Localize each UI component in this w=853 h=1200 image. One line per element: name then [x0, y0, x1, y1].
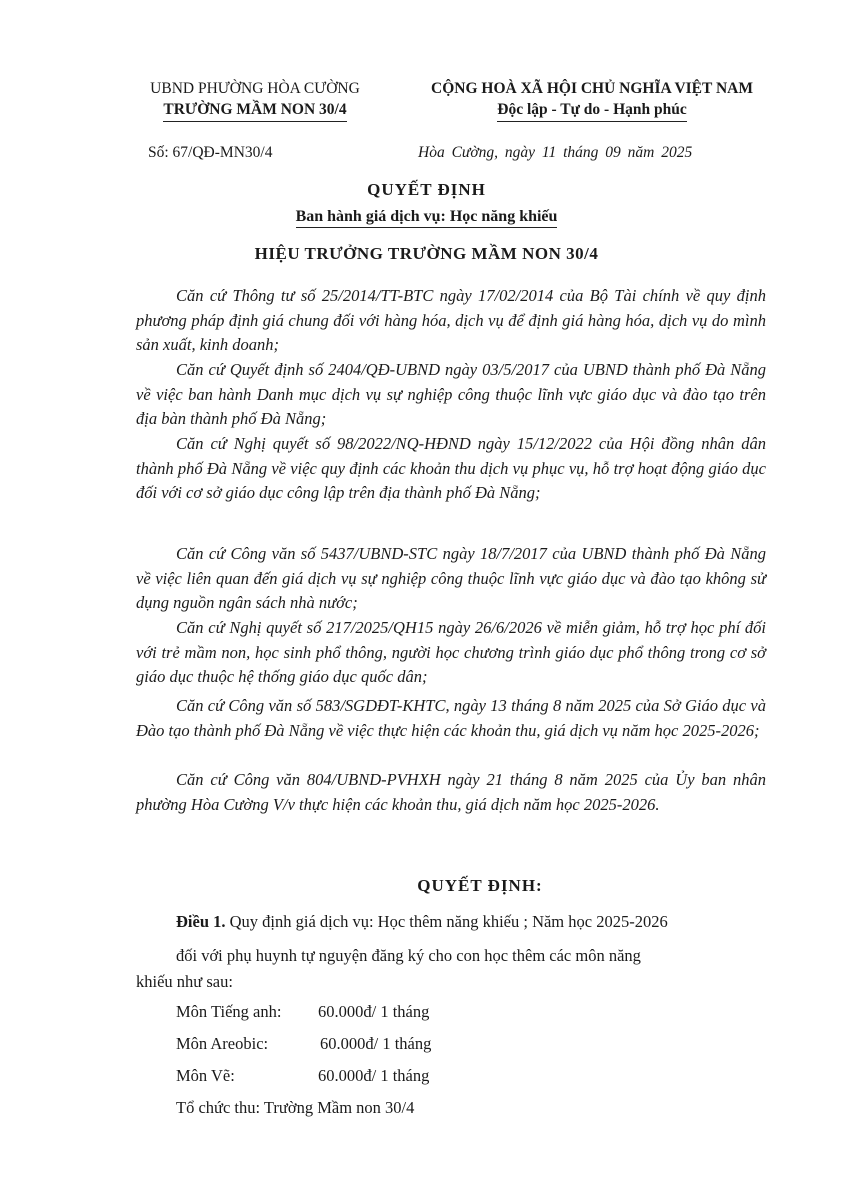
agency-name: TRƯỜNG MẦM NON 30/4 [163, 99, 346, 122]
fee-row [176, 1034, 431, 1054]
document-title: QUYẾT ĐỊNH [367, 180, 486, 199]
fee-row [176, 1002, 429, 1022]
fee-price: 60.000đ/ 1 tháng [318, 1002, 430, 1021]
issuing-agency [120, 78, 390, 122]
collection-organizer: Tổ chức thu: Trường Mầm non 30/4 [176, 1098, 415, 1117]
article-1-continuation: khiếu như sau: [136, 972, 233, 991]
basis-paragraph: Căn cứ Thông tư số 25/2014/TT-BTC ngày 17/02/2014 của Bộ Tài chính về quy định phương pháp định giá chung đối với hàng hóa, dịch vụ để định giá hàng hóa, dịch vụ do mình sản xuất, kinh doanh; [136, 286, 766, 354]
national-motto [392, 78, 792, 122]
subtitle-text: Ban hành giá dịch vụ: Học năng khiếu [296, 208, 558, 228]
agency-parent: UBND PHƯỜNG HÒA CƯỜNG [150, 80, 360, 97]
document-subtitle [0, 208, 853, 228]
issuing-authority: HIỆU TRƯỞNG TRƯỜNG MẦM NON 30/4 [254, 244, 599, 263]
fee-price: 60.000đ/ 1 tháng [318, 1066, 430, 1085]
basis-paragraph: Căn cứ Công văn số 583/SGDĐT-KHTC, ngày 13 tháng 8 năm 2025 của Sở Giáo dục và Đào tạo thành phố Đà Nẵng về việc thực hiện các khoản thu, giá dịch vụ năm học 2025-2026; [136, 696, 766, 740]
article-1 [176, 912, 668, 932]
basis-paragraph: Căn cứ Công văn số 5437/UBND-STC ngày 18/7/2017 của UBND thành phố Đà Nẵng về việc liên quan đến giá dịch vụ sự nghiệp công thuộc lĩnh vực giáo dục và đào tạo không sử dụng nguồn ngân sách nhà nước; [136, 544, 766, 612]
fee-subject: Môn Vẽ: [176, 1066, 235, 1085]
basis-paragraph: Căn cứ Nghị quyết số 98/2022/NQ-HĐND ngày 15/12/2022 của Hội đồng nhân dân thành phố Đà Nẵng về việc quy định các khoản thu dịch vụ phục vụ, hỗ trợ hoạt động giáo dục đối với cơ sở giáo dục công lập trên địa thành phố Đà Nẵng; [136, 434, 766, 502]
article-1-label: Điều 1. [176, 912, 226, 931]
article-1-continuation: đối với phụ huynh tự nguyện đăng ký cho con học thêm các môn năng [176, 946, 641, 965]
basis-paragraph: Căn cứ Quyết định số 2404/QĐ-UBND ngày 03/5/2017 của UBND thành phố Đà Nẵng về việc ban hành Danh mục dịch vụ sự nghiệp công thuộc lĩnh vực giáo dục và đào tạo trên địa bàn thành phố Đà Nẵng; [136, 360, 766, 428]
basis-paragraph: Căn cứ Nghị quyết số 217/2025/QH15 ngày 26/6/2026 về miễn giảm, hỗ trợ học phí đối với trẻ mầm non, học sinh phổ thông, người học chương trình giáo dục phổ thông trong cơ sở giáo dục thuộc hệ thống giáo dục quốc dân; [136, 618, 766, 686]
document-date: Hòa Cường, ngày 11 tháng 09 năm 2025 [418, 144, 693, 161]
fee-row [176, 1066, 429, 1086]
document-number: Số: 67/QĐ-MN30/4 [148, 144, 273, 161]
basis-paragraph: Căn cứ Công văn 804/UBND-PVHXH ngày 21 tháng 8 năm 2025 của Ủy ban nhân phường Hòa Cường V/v thực hiện các khoản thu, giá dịch năm học 2025-2026. [136, 770, 766, 814]
motto-line: Độc lập - Tự do - Hạnh phúc [497, 99, 686, 122]
fee-subject: Môn Areobic: [176, 1034, 269, 1053]
fee-subject: Môn Tiếng anh: [176, 1002, 282, 1021]
fee-price: 60.000đ/ 1 tháng [320, 1034, 432, 1053]
article-1-text: Quy định giá dịch vụ: Học thêm năng khiếu ; Năm học 2025-2026 [229, 912, 668, 931]
country-name: CỘNG HOÀ XÃ HỘI CHỦ NGHĨA VIỆT NAM [431, 80, 753, 97]
decision-heading: QUYẾT ĐỊNH: [417, 876, 543, 895]
